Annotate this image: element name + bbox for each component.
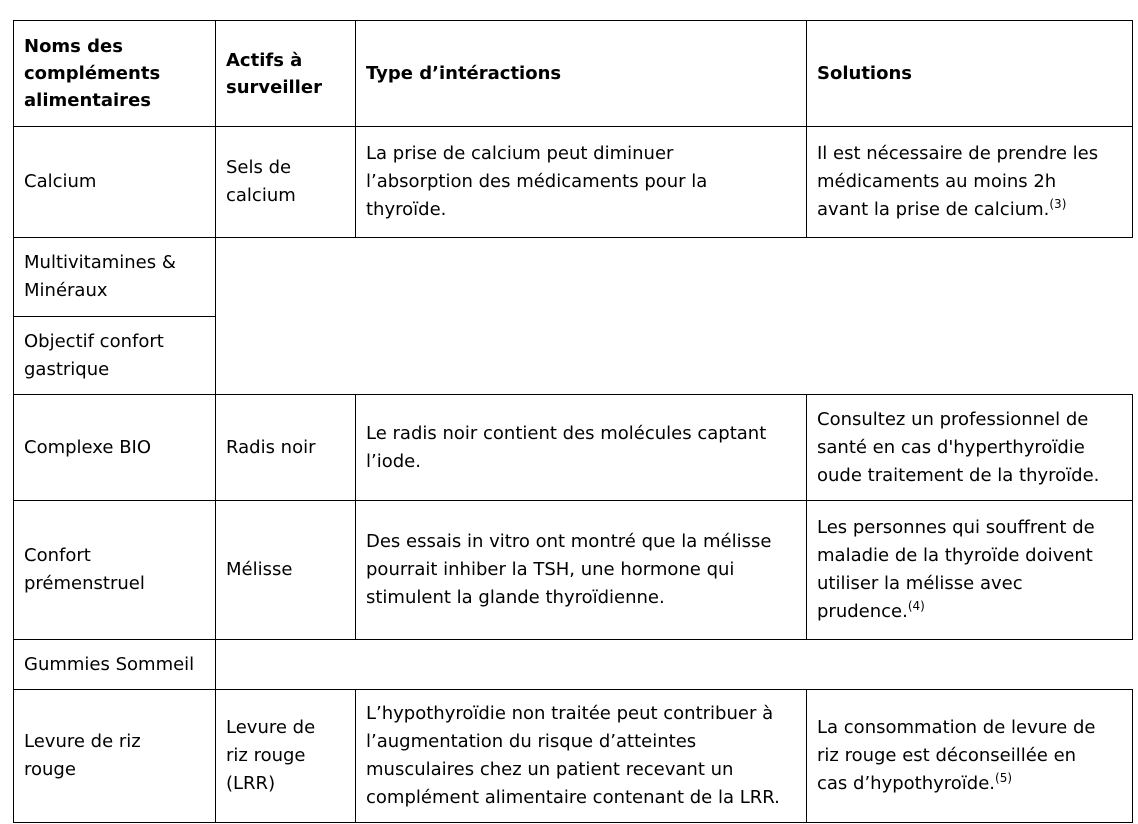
header-solutions: Solutions <box>817 63 912 84</box>
interaction-cell: Des essais in vitro ont montré que la mélisse pourrait inhiber la TSH, une hormone qui stimulent la glande thyroïdienne. <box>366 531 772 608</box>
solution-cell <box>807 127 1132 237</box>
supplement-name-cell: Objectif confort gastrique <box>24 330 164 380</box>
interaction-cell: La prise de calcium peut diminuer l’absorption des médicaments pour la thyroïde. <box>366 143 708 220</box>
active-ingredient-cell: Radis noir <box>226 436 316 458</box>
reference-number: (5) <box>995 771 1013 785</box>
solution-cell <box>807 501 1132 639</box>
solution-cell <box>807 690 1132 822</box>
header-active-ingredient: Actifs à surveiller <box>226 49 322 98</box>
supplement-name-cell: Calcium <box>24 171 97 192</box>
table-border-right <box>1132 394 1133 640</box>
table-border-bottom <box>13 822 1133 823</box>
reference-number: (4) <box>907 599 925 613</box>
active-ingredient-cell: Mélisse <box>226 559 293 580</box>
header-supplement-name: Noms des compléments alimentaires <box>24 36 161 111</box>
supplement-name-cell: Multivitamines & Minéraux <box>24 252 176 301</box>
solution-text: Il est nécessaire de prendre les médicaments au moins 2h avant la prise de calcium. <box>817 143 1099 220</box>
supplement-name-cell: Confort prémenstruel <box>24 545 145 594</box>
active-ingredient-cell: Sels de calcium <box>226 157 296 206</box>
solution-text: Les personnes qui souffrent de maladie de la thyroïde doivent utiliser la mélisse avec prudence. <box>817 517 1095 622</box>
solution-text: La consommation de levure de riz rouge est déconseillée en cas d’hypothyroïde. <box>817 717 1096 794</box>
header-interaction-type: Type d’intéractions <box>366 63 562 84</box>
supplement-name-cell: Levure de riz rouge <box>24 731 141 780</box>
interaction-cell: Le radis noir contient des molécules captant l’iode. <box>366 422 767 472</box>
solution-cell: Consultez un professionnel de santé en cas d'hyperthyroïdie oude traitement de la thyroïde. <box>817 408 1100 486</box>
table-border-right <box>1132 689 1133 823</box>
supplement-name-cell: Complexe BIO <box>24 436 152 458</box>
active-ingredient-cell: Levure de riz rouge (LRR) <box>226 717 316 794</box>
table-border-right <box>1132 20 1133 238</box>
supplement-name-cell: Gummies Sommeil <box>24 653 195 675</box>
interaction-cell: L’hypothyroïdie non traitée peut contribuer à l’augmentation du risque d’atteintes musculaires chez un patient recevant un complément alimentaire contenant de la LRR. <box>366 703 780 808</box>
reference-number: (3) <box>1049 197 1067 211</box>
